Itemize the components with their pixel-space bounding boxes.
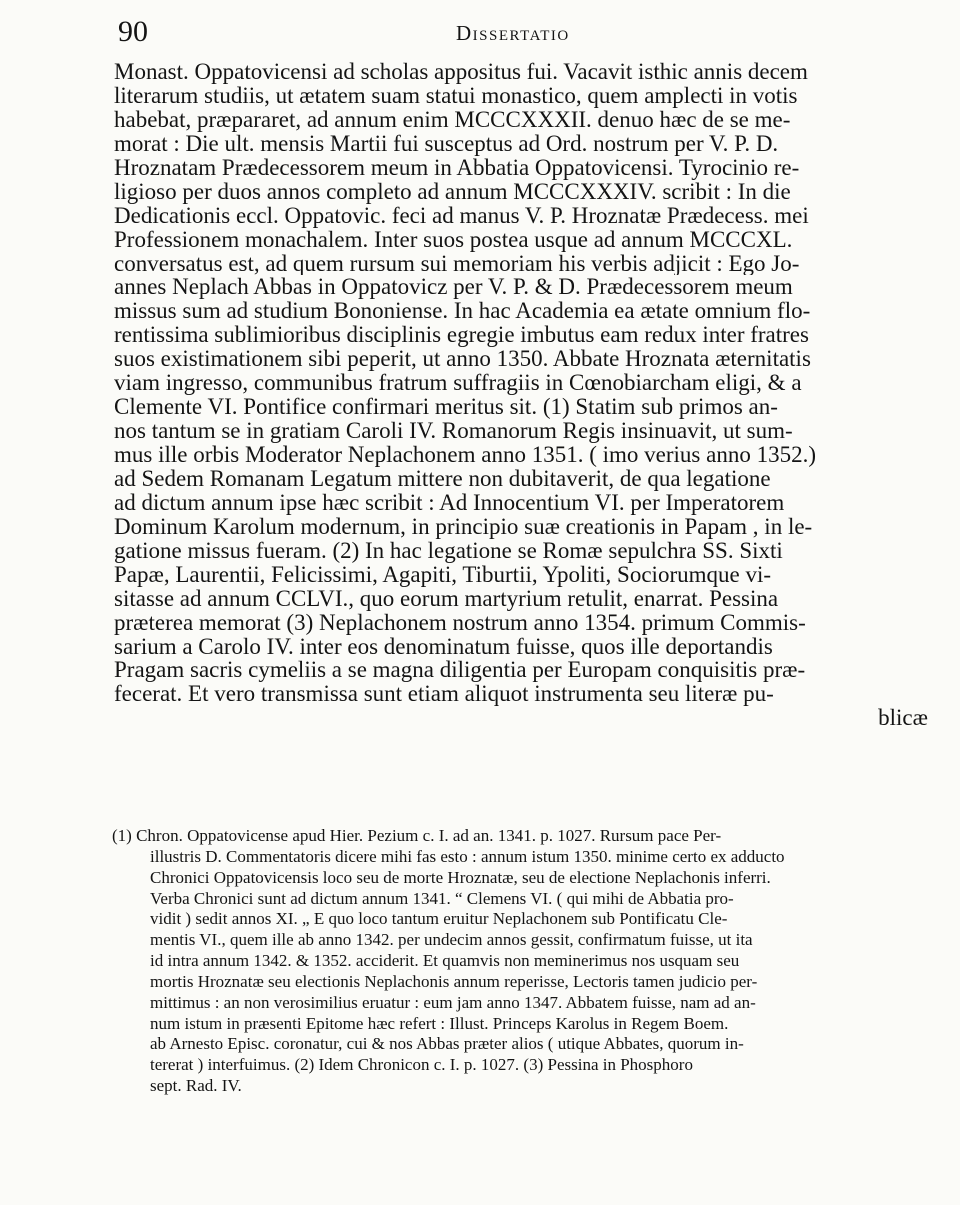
footnote-line: id intra annum 1342. & 1352. acciderit. Et quamvis non meminerimus nos usquam seu [150, 951, 740, 971]
catchword: blicæ [878, 706, 928, 731]
text-line: fecerat. Et vero transmissa sunt etiam aliquot instrumenta seu literæ pu- [114, 682, 774, 707]
text-line: Hroznatam Prædecessorem meum in Abbatia Oppatovicensi. Tyrocinio re- [114, 155, 800, 180]
text-line: annes Neplach Abbas in Oppatovicz per V. P. & D. Prædecessorem meum [114, 275, 793, 300]
text-line: conversatus est, ad quem rursum sui memoriam his verbis adjicit : Ego Jo- [114, 251, 800, 276]
footnote-line: ab Arnesto Episc. coronatur, cui & nos Abbas præter alios ( utique Abbates, quorum in- [150, 1034, 744, 1054]
text-line: Dedicationis eccl. Oppatovic. feci ad manus V. P. Hroznatæ Prædecess. mei [114, 203, 809, 228]
footnote-line: mentis VI., quem ille ab anno 1342. per undecim annos gessit, confirmatum fuisse, ut ita [150, 930, 753, 950]
running-title: Dissertatio [456, 21, 570, 45]
text-line: rentissima sublimioribus disciplinis egregie imbutus eam redux inter fratres [114, 323, 809, 348]
footnotes [112, 826, 936, 1097]
footnote-line: Verba Chronici sunt ad dictum annum 1341. “ Clemens VI. ( qui mihi de Abbatia pro- [150, 888, 734, 908]
page-header [118, 12, 920, 52]
text-line: præterea memorat (3) Neplachonem nostrum anno 1354. primum Commis- [114, 610, 806, 635]
text-line: Professionem monachalem. Inter suos postea usque ad annum MCCCXL. [114, 227, 793, 252]
text-line: suos existimationem sibi peperit, ut anno 1350. Abbate Hroznata æternitatis [114, 347, 811, 372]
text-line: Clemente VI. Pontifice confirmari meritus sit. (1) Statim sub primos an- [114, 395, 778, 420]
footnote-line: mortis Hroznatæ seu electionis Neplachonis annum reperisse, Lectoris tamen judicio per- [150, 971, 758, 991]
text-line: gatione missus fueram. (2) In hac legatione se Romæ sepulchra SS. Sixti [114, 538, 783, 563]
text-line: Pragam sacris cymeliis a se magna diligentia per Europam conquisitis præ- [114, 658, 806, 683]
footnote-line: vidit ) sedit annos XI. „ E quo loco tantum eruitur Neplachonem sub Pontificatu Cle- [150, 909, 728, 929]
text-line: Papæ, Laurentii, Felicissimi, Agapiti, Tiburtii, Ypoliti, Sociorumque vi- [114, 562, 772, 587]
text-line: ad Sedem Romanam Legatum mittere non dubitaverit, de qua legatione [114, 466, 771, 491]
text-line: sitasse ad annum CCLVI., quo eorum martyrium retulit, enarrat. Pessina [114, 586, 779, 611]
text-line: Dominum Karolum modernum, in principio suæ creationis in Papam , in le- [114, 514, 813, 539]
footnote-line: num istum in præsenti Epitome hæc refert : Illust. Princeps Karolus in Regem Boem. [150, 1013, 729, 1033]
footnote-line: sept. Rad. IV. [150, 1076, 242, 1096]
text-line: mus ille orbis Moderator Neplachonem anno 1351. ( imo verius anno 1352.) [114, 443, 816, 467]
text-line: Monast. Oppatovicensi ad scholas appositus fui. Vacavit isthic annis decem [114, 60, 808, 84]
text-line: viam ingresso, communibus fratrum suffragiis in Cœnobiarcham eligi, & a [114, 371, 802, 396]
footnote-line: tererat ) interfuimus. (2) Idem Chronicon c. I. p. 1027. (3) Pessina in Phosphoro [150, 1055, 693, 1075]
text-line: ad dictum annum ipse hæc scribit : Ad Innocentium VI. per Imperatorem [114, 490, 785, 515]
footnote-line: mittimus : an non verosimilius eruatur : eum jam anno 1347. Abbatem fuisse, nam ad an- [150, 992, 756, 1012]
footnote-line: (1) Chron. Oppatovicense apud Hier. Pezium c. I. ad an. 1341. p. 1027. Rursum pace Per- [112, 826, 722, 845]
text-line: habebat, præpararet, ad annum enim MCCCXXXII. denuo hæc de se me- [114, 107, 791, 132]
main-text [114, 60, 940, 730]
text-line: missus sum ad studium Bononiense. In hac Academia ea ætate omnium flo- [114, 299, 811, 324]
text-line: nos tantum se in gratiam Caroli IV. Romanorum Regis insinuavit, ut sum- [114, 419, 793, 443]
footnote-line: Chronici Oppatovicensis loco seu de morte Hroznatæ, seu de electione Neplachonis inferri. [150, 867, 771, 887]
text-line: morat : Die ult. mensis Martii fui susceptus ad Ord. nostrum per V. P. D. [114, 131, 779, 156]
text-line: literarum studiis, ut ætatem suam statui monastico, quem amplecti in votis [114, 83, 798, 108]
page-number: 90 [118, 15, 148, 48]
text-line: sarium a Carolo IV. inter eos denominatum fuisse, quos ille deportandis [114, 634, 773, 659]
text-line: ligioso per duos annos completo ad annum MCCCXXXIV. scribit : In die [114, 179, 791, 204]
footnote-line: illustris D. Commentatoris dicere mihi fas esto : annum istum 1350. minime certo ex adducto [150, 846, 785, 866]
